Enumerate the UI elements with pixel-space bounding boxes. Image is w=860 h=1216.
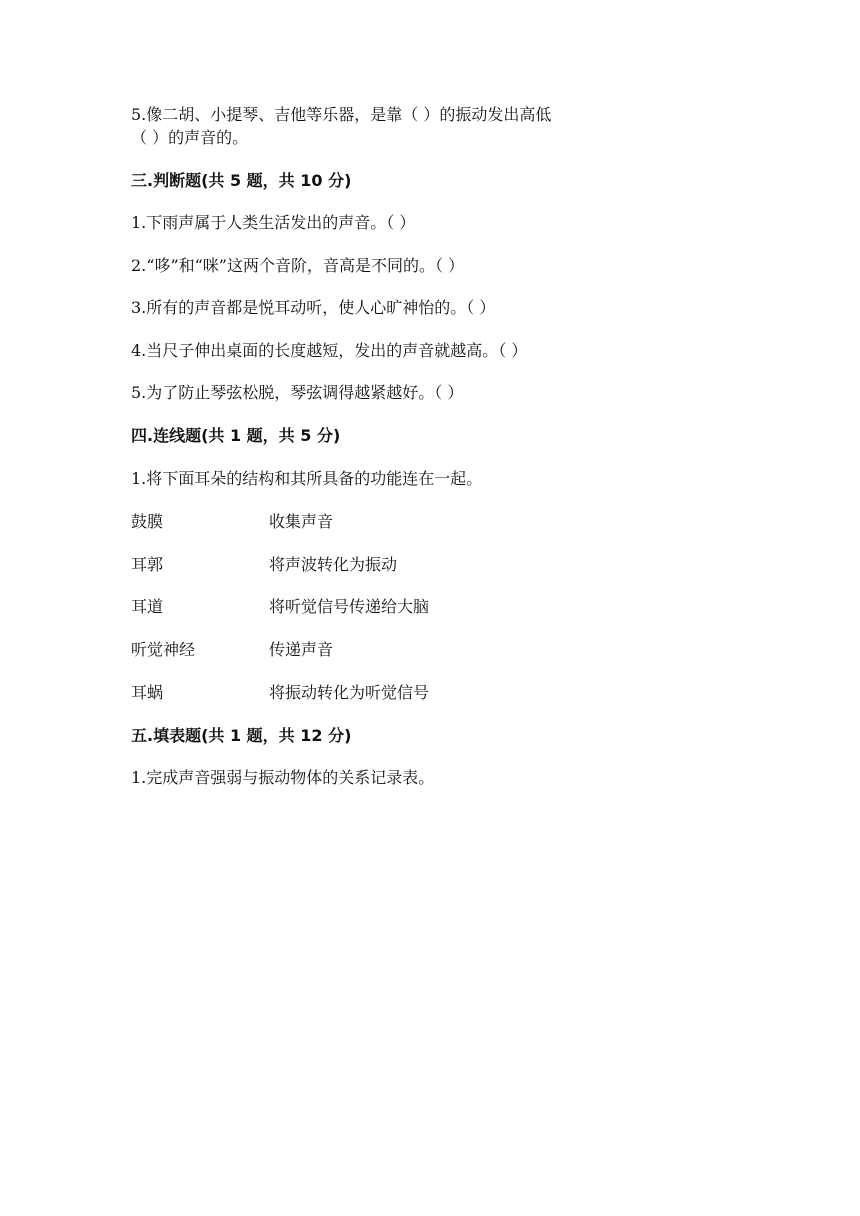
ear-function-item: 收集声音 [269, 512, 334, 531]
matching-question: 1.将下面耳朵的结构和其所具备的功能连在一起。 [131, 469, 483, 488]
ear-function-item: 将振动转化为听觉信号 [269, 683, 430, 702]
ear-structure-item: 耳道 [131, 597, 164, 616]
ear-function-item: 传递声音 [269, 640, 334, 659]
judge-question-4: 4.当尺子伸出桌面的长度越短，发出的声音就越高。（ ） [131, 341, 528, 360]
ear-structure-item: 鼓膜 [131, 512, 164, 531]
question-5-fill-line-2: （ ）的声音的。 [131, 128, 249, 147]
judge-question-2: 2.“哆”和“咪”这两个音阶，音高是不同的。（ ） [131, 256, 465, 275]
ear-structure-item: 听觉神经 [131, 640, 196, 659]
ear-structure-item: 耳蜗 [131, 683, 164, 702]
section-4-heading: 四.连线题(共 1 题，共 5 分) [131, 426, 341, 445]
ear-function-item: 将听觉信号传递给大脑 [269, 597, 430, 616]
ear-function-item: 将声波转化为振动 [269, 555, 398, 574]
ear-structure-item: 耳郭 [131, 555, 164, 574]
judge-question-1: 1.下雨声属于人类生活发出的声音。（ ） [131, 213, 416, 232]
question-5-fill-line-1: 5.像二胡、小提琴、吉他等乐器，是靠（ ）的振动发出高低 [131, 105, 552, 124]
table-question: 1.完成声音强弱与振动物体的关系记录表。 [131, 768, 435, 787]
section-5-heading: 五.填表题(共 1 题，共 12 分) [131, 726, 352, 745]
judge-question-3: 3.所有的声音都是悦耳动听，使人心旷神怡的。（ ） [131, 298, 496, 317]
judge-question-5: 5.为了防止琴弦松脱，琴弦调得越紧越好。（ ） [131, 383, 464, 402]
section-3-heading: 三.判断题(共 5 题，共 10 分) [131, 171, 352, 190]
